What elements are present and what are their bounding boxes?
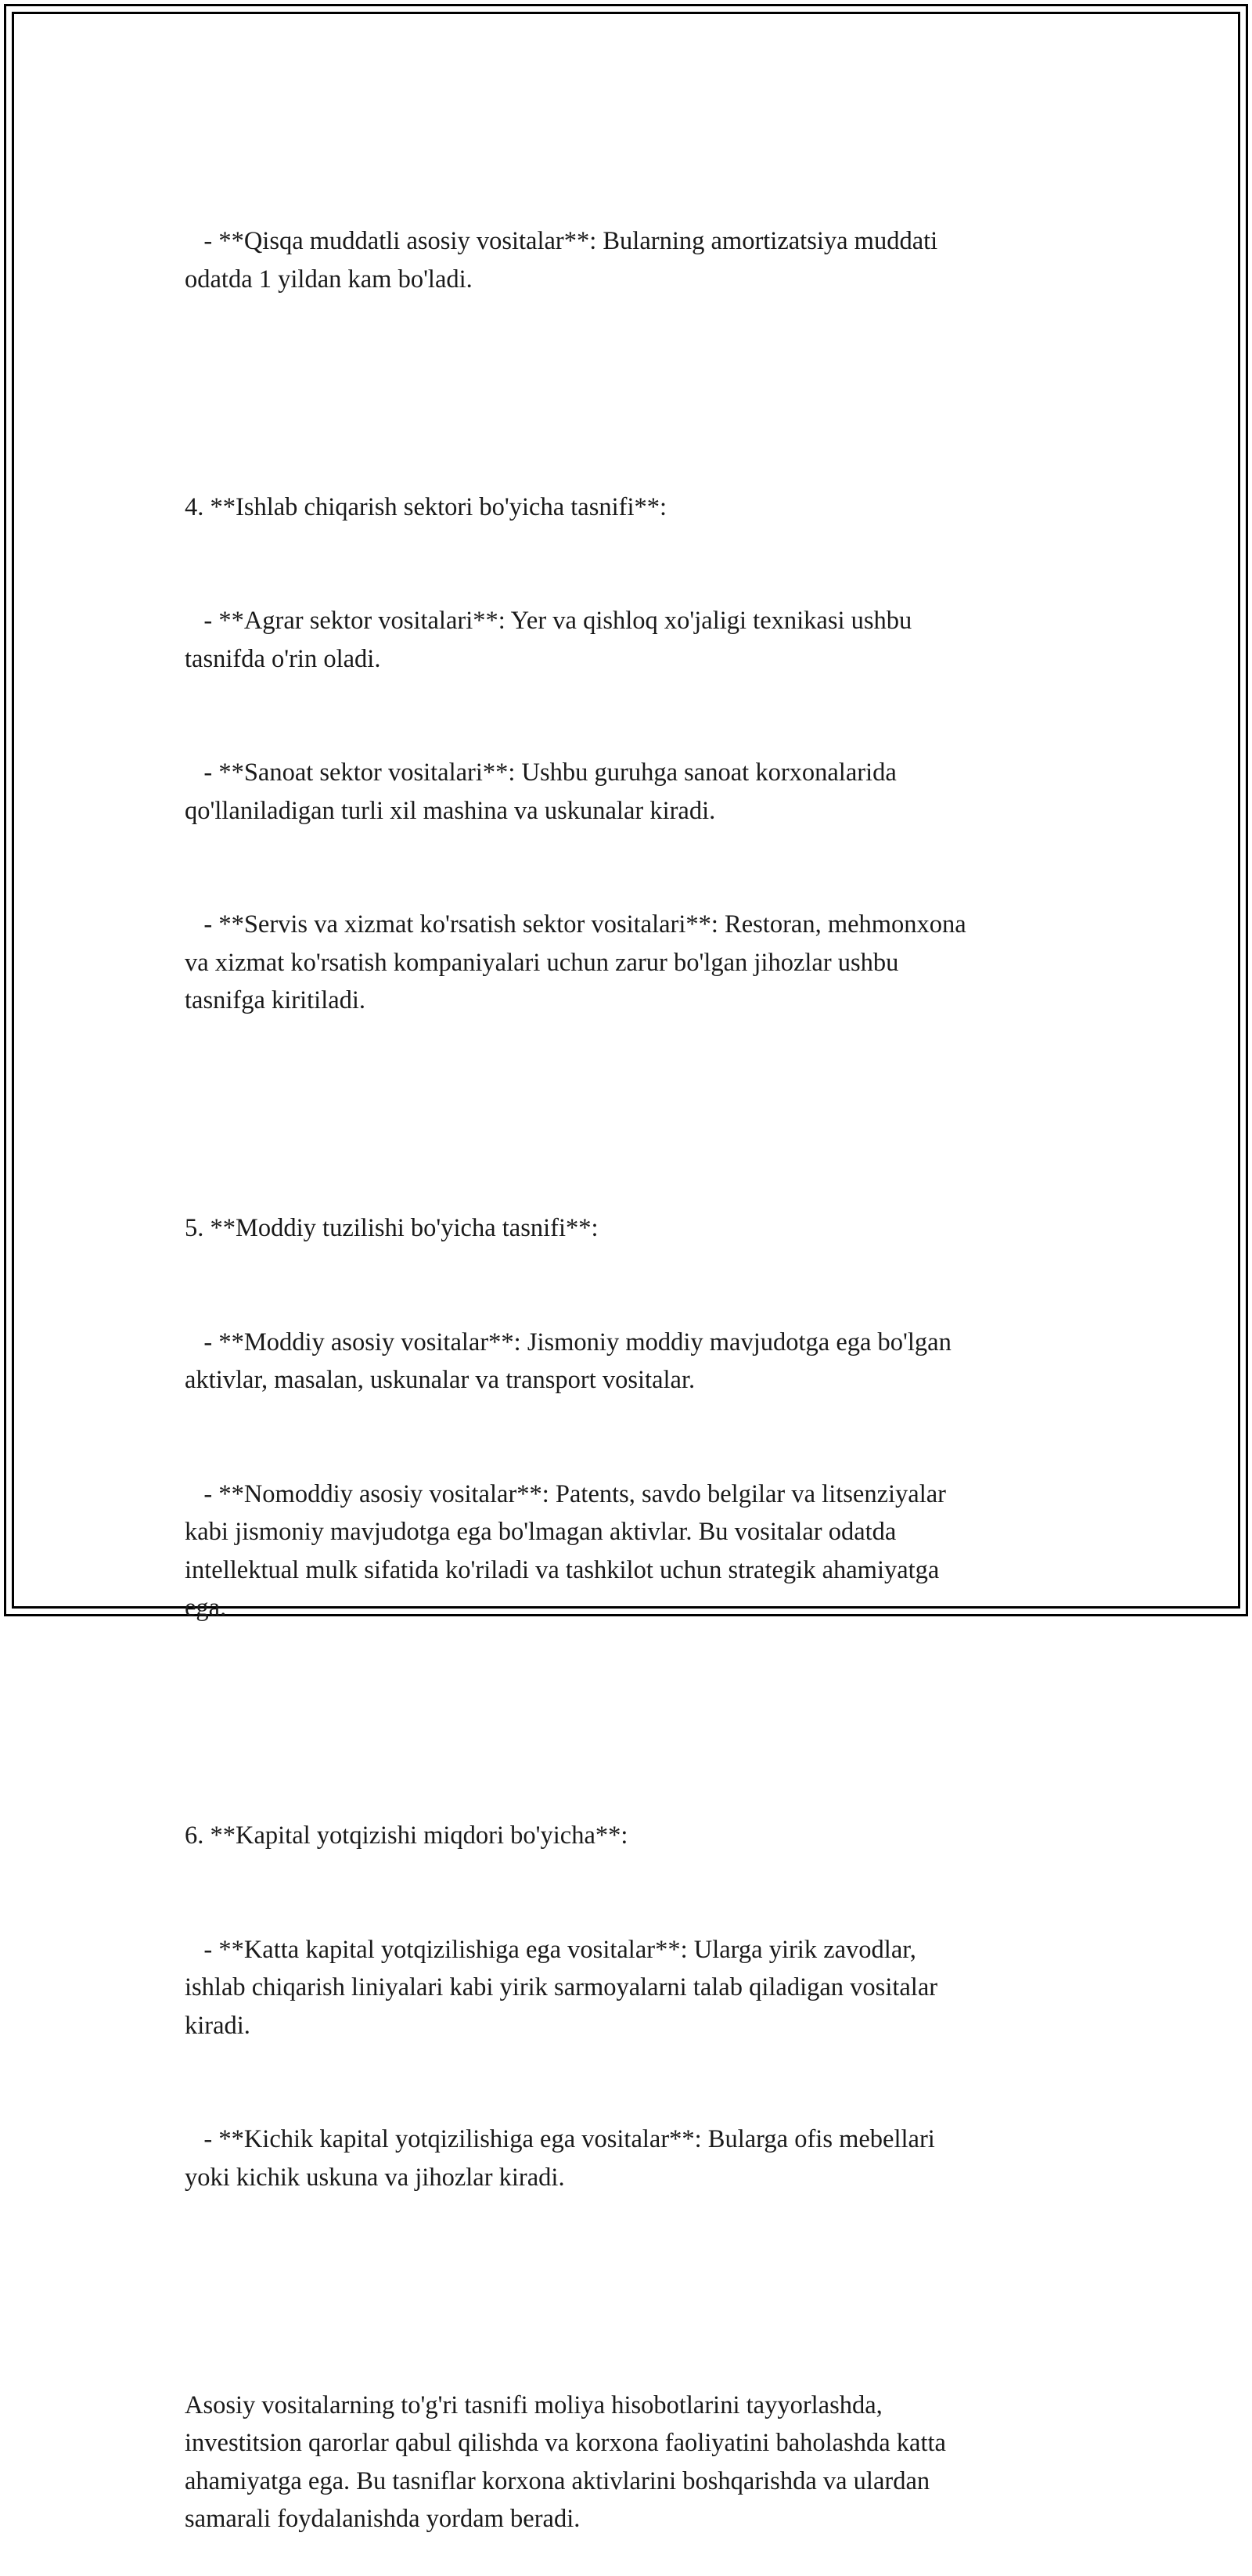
bullet-service-sector: - **Servis va xizmat ko'rsatish sektor vositalari**: Restoran, mehmonxona va xizmat ko'rsatish kompaniyalari uchun zarur bo'lgan jihozlar ushbu tasnifga kiritiladi.	[185, 910, 966, 1014]
bullet-agrarian-sector: - **Agrar sektor vositalari**: Yer va qishloq xo'jaligi texnikasi ushbu tasnifda o'rin oladi.	[185, 607, 912, 673]
heading-capital-investment: 6. **Kapital yotqizishi miqdori bo'yicha**:	[185, 1821, 628, 1850]
bullet-tangible-assets: - **Moddiy asosiy vositalar**: Jismoniy moddiy mavjudotga ega bo'lgan aktivlar, masalan, uskunalar va transport vositalar.	[185, 1328, 952, 1394]
blank-line	[185, 374, 1085, 413]
conclusion-paragraph: Asosiy vositalarning to'g'ri tasnifi moliya hisobotlarini tayyorlashda, investitsion qarorlar qabul qilishda va korxona faoliyatini baholashda katta ahamiyatga ega. Bu tasniflar korxona aktivlarini boshqarishda va ulardan samarali foydalanishda yordam beradi.	[185, 2390, 946, 2533]
bullet-short-term-assets: - **Qisqa muddatli asosiy vositalar**: Bularning amortizatsiya muddati odatda 1 yildan kam bo'ladi.	[185, 227, 938, 294]
blank-line	[185, 2272, 1085, 2311]
bullet-intangible-assets: - **Nomoddiy asosiy vositalar**: Patents, savdo belgilar va litsenziyalar kabi jismoniy mavjudotga ega bo'lmagan aktivlar. Bu vositalar odatda intellektual mulk sifatida ko'riladi va tashkilot uchun strategik ahamiyatga ega.	[185, 1479, 947, 1622]
heading-material-structure: 5. **Moddiy tuzilishi bo'yicha tasnifi**:	[185, 1214, 599, 1242]
bullet-large-capital: - **Katta kapital yotqizilishiga ega vositalar**: Ularga yirik zavodlar, ishlab chiqarish liniyalari kabi yirik sarmoyalarni talab qiladigan vositalar kiradi.	[185, 1935, 938, 2040]
bullet-industrial-sector: - **Sanoat sektor vositalari**: Ushbu guruhga sanoat korxonalarida qo'llaniladigan turli xil mashina va uskunalar kiradi.	[185, 758, 897, 825]
blank-line	[185, 1096, 1085, 1134]
heading-production-sector: 4. **Ishlab chiqarish sektori bo'yicha tasnifi**:	[185, 492, 667, 521]
document-body	[185, 146, 1085, 2576]
blank-line	[185, 1703, 1085, 1742]
bullet-small-capital: - **Kichik kapital yotqizilishiga ega vositalar**: Bularga ofis mebellari yoki kichik uskuna va jihozlar kiradi.	[185, 2125, 935, 2192]
